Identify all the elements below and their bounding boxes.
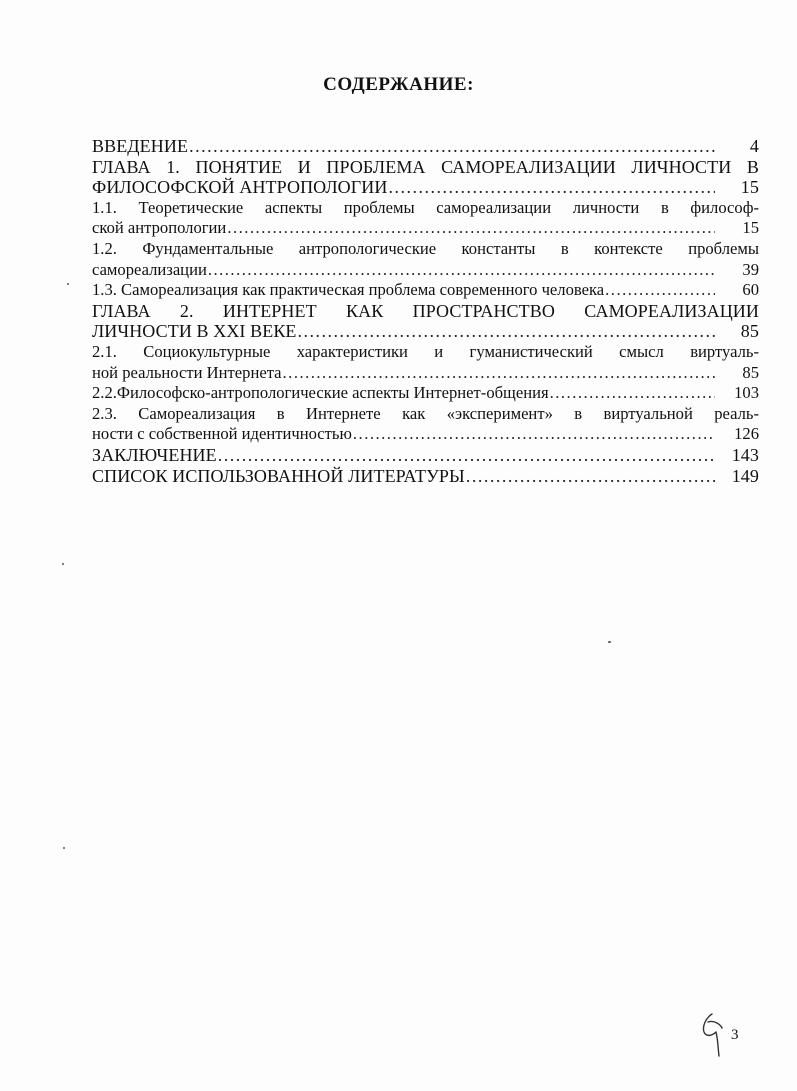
table-of-contents [92,136,759,486]
toc-entry-row [92,260,759,281]
toc-entry-row [92,321,759,342]
dot-leader [227,218,715,239]
toc-entry-text: 2.1. Социокультурные характеристики и гуманистический смысл виртуаль- [92,341,759,361]
toc-entry-row [92,363,759,384]
page-number: 3 [731,1027,739,1043]
toc-entry [92,404,759,445]
toc-entry [92,136,759,157]
toc-page-number: 149 [731,465,759,486]
toc-entry [92,445,759,466]
toc-entry [92,239,759,280]
toc-entry-row [92,383,759,404]
dot-leader [550,383,715,404]
toc-page-number: 143 [731,444,759,465]
scan-speck [608,641,611,643]
toc-entry-row [92,445,759,466]
scan-speck [63,847,65,849]
page-title: СОДЕРЖАНИЕ: [323,74,474,95]
toc-page-number: 126 [734,424,759,444]
dot-leader [605,280,715,301]
toc-entry-text: ВВЕДЕНИЕ [92,136,189,156]
toc-entry-text: ФИЛОСОФСКОЙ АНТРОПОЛОГИИ [92,177,388,198]
toc-entry-text: СПИСОК ИСПОЛЬЗОВАННОЙ ЛИТЕРАТУРЫ [92,465,465,486]
toc-page-number: 39 [742,259,759,279]
dot-leader [218,445,715,466]
toc-page-number: 85 [742,362,759,382]
dot-leader [208,260,715,281]
toc-entry-row [92,177,759,198]
toc-entry-text: 1.1. Теоретические аспекты проблемы самореализации личности в философ- [92,197,759,217]
dot-leader [298,321,715,342]
dot-leader [189,136,715,157]
toc-entry-text: 2.3. Самореализация в Интернете как «эксперимент» в виртуальной реаль- [92,403,759,423]
toc-entry-row [92,280,759,301]
toc-entry-text: ной реальности Интернета [92,362,282,382]
scan-speck [62,563,64,565]
toc-entry [92,280,759,301]
toc-page-number: 4 [749,136,759,156]
toc-page-number: 15 [742,218,759,238]
toc-entry-text: самореализации [92,259,207,279]
toc-entry-text: ГЛАВА 2. ИНТЕРНЕТ КАК ПРОСТРАНСТВО САМОРЕАЛИЗАЦИИ [92,300,759,321]
toc-entry [92,157,759,198]
toc-page-number: 60 [742,280,759,300]
toc-entry-text: ности с собственной идентичностью [92,424,352,444]
toc-entry-text: ской антропологии [92,218,227,238]
toc-entry-text: 2.2.Философско-антропологические аспекты Интернет-общения [92,383,549,403]
toc-entry [92,466,759,487]
toc-entry [92,383,759,404]
handwritten-signature-icon [698,1010,728,1058]
toc-page-number: 103 [734,383,759,403]
toc-entry [92,342,759,383]
toc-entry-text: 1.3. Самореализация как практическая проблема современного человека [92,280,605,300]
toc-entry-row [92,218,759,239]
toc-entry-row [92,466,759,487]
toc-page-number: 15 [740,177,759,198]
toc-entry-row [92,136,759,157]
toc-entry-text: ГЛАВА 1. ПОНЯТИЕ И ПРОБЛЕМА САМОРЕАЛИЗАЦИИ ЛИЧНОСТИ В [92,156,759,177]
toc-entry [92,301,759,342]
toc-entry-text: 1.2. Фундаментальные антропологические константы в контексте проблемы [92,238,759,258]
dot-leader [283,363,715,384]
toc-entry-text: ЗАКЛЮЧЕНИЕ [92,444,217,465]
dot-leader [466,466,715,487]
dot-leader [389,177,716,198]
dot-leader [353,424,715,445]
toc-entry-row [92,424,759,445]
scan-speck [67,283,69,285]
toc-entry-text: ЛИЧНОСТИ В XXI ВЕКЕ [92,321,297,342]
toc-page-number: 85 [740,321,759,342]
toc-entry [92,198,759,239]
